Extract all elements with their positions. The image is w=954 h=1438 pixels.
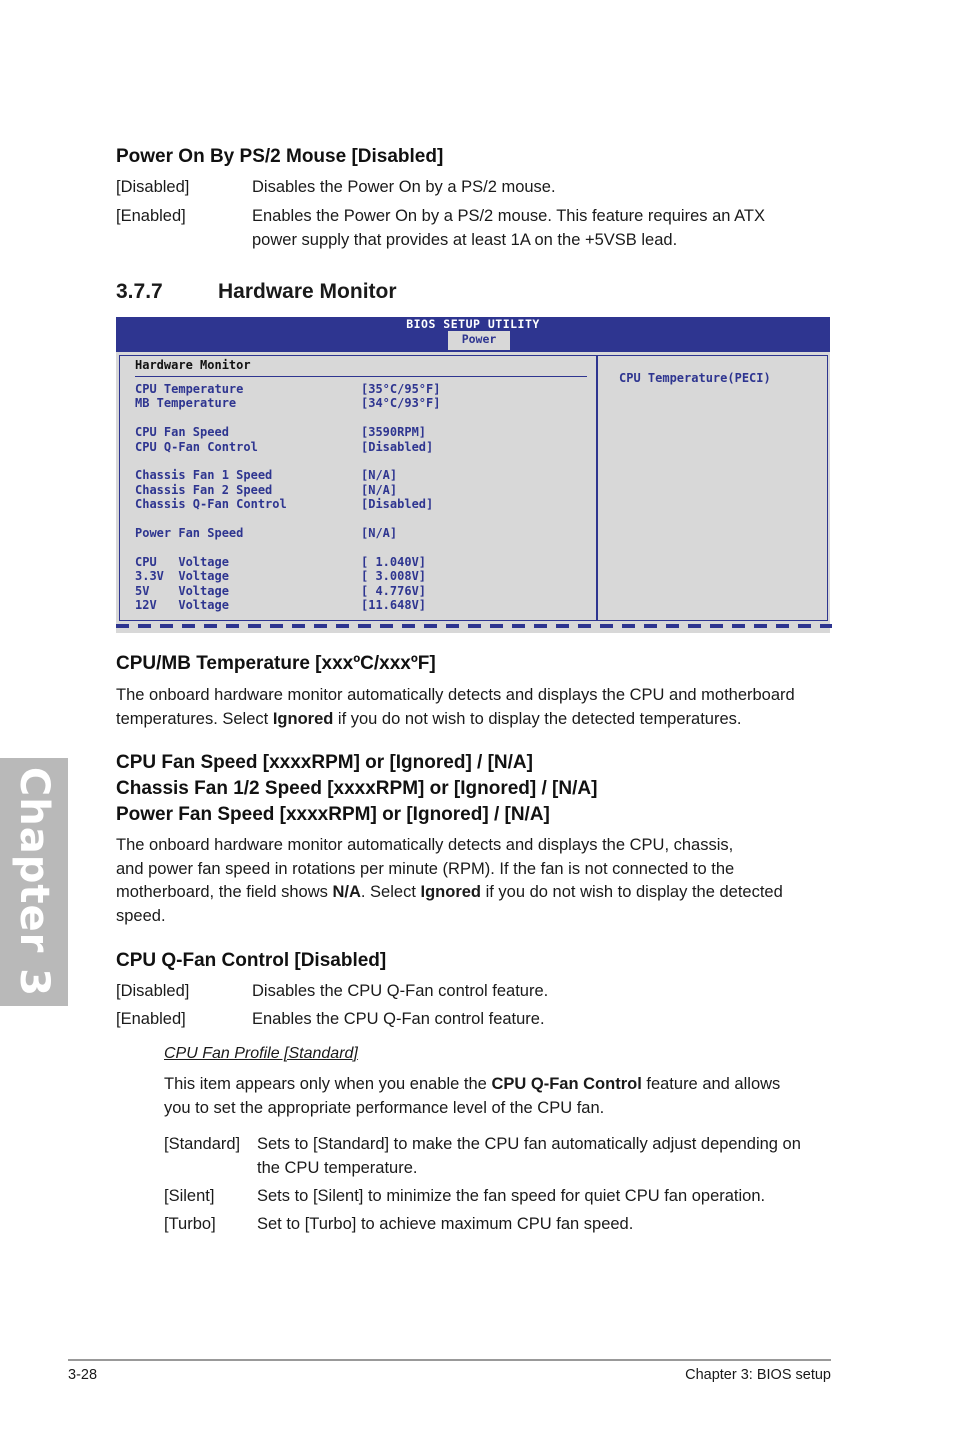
option-description-cont: the CPU temperature. bbox=[257, 1158, 418, 1177]
bios-item-value: [ 4.776V] bbox=[361, 584, 427, 598]
bios-item-value: [35°C/95°F] bbox=[361, 382, 441, 396]
bios-item-value: [34°C/93°F] bbox=[361, 396, 441, 410]
bios-item-label[interactable]: CPU Temperature bbox=[135, 382, 244, 396]
bios-item-value: [N/A] bbox=[361, 468, 398, 482]
footer-chapter-label: Chapter 3: BIOS setup bbox=[685, 1367, 831, 1383]
bios-item-label[interactable]: 5V Voltage bbox=[135, 584, 229, 598]
option-description-cont: power supply that provides at least 1A on the +5VSB lead. bbox=[252, 230, 678, 249]
option-description: Disables the Power On by a PS/2 mouse. bbox=[252, 178, 556, 196]
fan-speed-heading-cpu: CPU Fan Speed [xxxxRPM] or [Ignored] / [N/A] bbox=[116, 752, 533, 773]
bios-item-label[interactable]: Chassis Q-Fan Control bbox=[135, 497, 287, 511]
bios-tab-power[interactable]: Power bbox=[448, 331, 510, 350]
text-run: if you do not wish to display the detected bbox=[481, 883, 783, 901]
option-key: [Enabled] bbox=[116, 1010, 186, 1028]
fan-profile-paragraph bbox=[164, 1073, 780, 1120]
text-run: motherboard, the field shows bbox=[116, 883, 333, 901]
option-key: [Turbo] bbox=[164, 1215, 216, 1233]
option-row bbox=[164, 1185, 836, 1209]
bios-item-label[interactable]: 3.3V Voltage bbox=[135, 569, 229, 583]
paragraph-line: The onboard hardware monitor automatically detects and displays the CPU and motherboard bbox=[116, 686, 795, 704]
bios-bottom-dashes bbox=[116, 624, 832, 628]
text-run: This item appears only when you enable the bbox=[164, 1075, 492, 1093]
text-run: . Select bbox=[360, 883, 421, 901]
bios-item-value: [ 1.040V] bbox=[361, 555, 427, 569]
section-number: 3.7.7 bbox=[116, 280, 163, 303]
bios-item-label[interactable]: MB Temperature bbox=[135, 396, 237, 410]
bios-title: BIOS SETUP UTILITY bbox=[406, 317, 540, 331]
bios-screenshot bbox=[116, 317, 830, 633]
bios-item-label[interactable]: Chassis Fan 2 Speed bbox=[135, 483, 273, 497]
paragraph-line: and power fan speed in rotations per minute (RPM). If the fan is not connected to the bbox=[116, 859, 735, 878]
bios-item-label[interactable]: CPU Q-Fan Control bbox=[135, 440, 258, 454]
option-description: Enables the CPU Q-Fan control feature. bbox=[252, 1010, 545, 1028]
bold-term: N/A bbox=[332, 883, 361, 901]
fan-speed-heading-power: Power Fan Speed [xxxxRPM] or [Ignored] / [N/A] bbox=[116, 804, 550, 825]
bios-item-value: [3590RPM] bbox=[361, 425, 427, 439]
text-run: feature and allows bbox=[641, 1075, 781, 1093]
bios-item-label[interactable]: Power Fan Speed bbox=[135, 526, 244, 540]
option-key: [Disabled] bbox=[116, 982, 190, 1000]
bold-term: Ignored bbox=[272, 709, 334, 728]
option-key: [Standard] bbox=[164, 1135, 241, 1153]
option-row bbox=[116, 205, 836, 253]
option-row bbox=[116, 176, 836, 200]
fan-profile-heading: CPU Fan Profile [Standard] bbox=[164, 1045, 358, 1062]
bios-item-label[interactable]: Chassis Fan 1 Speed bbox=[135, 468, 273, 482]
bios-item-label[interactable]: CPU Fan Speed bbox=[135, 425, 229, 439]
option-row bbox=[164, 1213, 836, 1237]
bios-item-value: [Disabled] bbox=[361, 440, 434, 454]
paragraph-line bbox=[116, 708, 795, 732]
bios-title-bar bbox=[116, 317, 830, 352]
option-row bbox=[116, 980, 836, 1004]
section-title: Hardware Monitor bbox=[218, 280, 397, 303]
option-key: [Disabled] bbox=[116, 178, 190, 196]
option-row bbox=[164, 1133, 836, 1181]
bios-help-panel bbox=[597, 355, 828, 621]
temperature-paragraph bbox=[116, 684, 795, 731]
fan-speed-heading-chassis: Chassis Fan 1/2 Speed [xxxxRPM] or [Ignored] / [N/A] bbox=[116, 778, 598, 799]
bios-item-label[interactable]: CPU Voltage bbox=[135, 555, 229, 569]
bold-term: Ignored bbox=[420, 883, 481, 901]
bios-item-value: [N/A] bbox=[361, 483, 398, 497]
paragraph-line: you to set the appropriate performance level of the CPU fan. bbox=[164, 1098, 605, 1117]
text-run: temperatures. Select bbox=[116, 709, 273, 728]
bios-item-label[interactable]: 12V Voltage bbox=[135, 598, 229, 612]
option-key: [Enabled] bbox=[116, 207, 186, 225]
option-description: Sets to [Silent] to minimize the fan speed for quiet CPU fan operation. bbox=[257, 1187, 766, 1205]
chapter-tab-label: Chapter 3 bbox=[11, 766, 57, 998]
option-description: Sets to [Standard] to make the CPU fan automatically adjust depending on bbox=[257, 1135, 801, 1153]
qfan-heading: CPU Q-Fan Control [Disabled] bbox=[116, 950, 387, 971]
paragraph-line bbox=[116, 881, 783, 905]
bios-item-value: [N/A] bbox=[361, 526, 398, 540]
power-on-mouse-heading: Power On By PS/2 Mouse [Disabled] bbox=[116, 146, 444, 167]
option-description: Disables the CPU Q-Fan control feature. bbox=[252, 982, 549, 1000]
bios-item-value: [ 3.008V] bbox=[361, 569, 427, 583]
text-run: if you do not wish to display the detected temperatures. bbox=[333, 709, 742, 728]
bios-main-panel bbox=[119, 355, 597, 621]
option-description: Set to [Turbo] to achieve maximum CPU fan speed. bbox=[257, 1215, 634, 1233]
option-row bbox=[116, 1008, 836, 1032]
paragraph-line bbox=[164, 1073, 780, 1097]
bios-item-value: [Disabled] bbox=[361, 497, 434, 511]
option-key: [Silent] bbox=[164, 1187, 215, 1205]
bold-term: CPU Q-Fan Control bbox=[491, 1075, 642, 1093]
footer-divider bbox=[68, 1359, 831, 1361]
option-description: Enables the Power On by a PS/2 mouse. This feature requires an ATX bbox=[252, 207, 765, 225]
paragraph-line: The onboard hardware monitor automatically detects and displays the CPU, chassis, bbox=[116, 836, 734, 854]
fan-speed-paragraph bbox=[116, 834, 783, 928]
chapter-side-tab bbox=[0, 758, 68, 1006]
paragraph-line: speed. bbox=[116, 906, 166, 925]
bios-item-value: [11.648V] bbox=[361, 598, 427, 612]
bios-section-divider bbox=[135, 376, 587, 377]
page-number: 3-28 bbox=[68, 1367, 98, 1383]
bios-help-text: CPU Temperature(PECI) bbox=[619, 371, 771, 385]
bios-section-title: Hardware Monitor bbox=[135, 358, 251, 372]
temperature-heading: CPU/MB Temperature [xxxºC/xxxºF] bbox=[116, 653, 436, 674]
